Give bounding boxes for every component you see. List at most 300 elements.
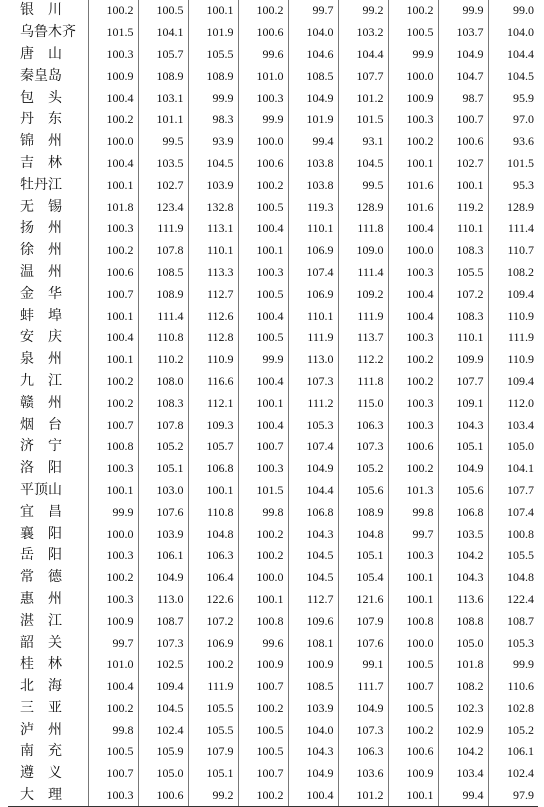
table-row (8, 44, 538, 66)
index-value-cell: 99.9 (388, 44, 438, 66)
index-value-cell: 99.9 (238, 109, 288, 131)
index-value-cell: 100.7 (388, 676, 438, 698)
index-value-cell: 103.9 (188, 174, 238, 196)
index-value-cell: 100.9 (388, 87, 438, 109)
index-value-cell: 106.9 (188, 632, 238, 654)
index-value-cell: 100.2 (238, 523, 288, 545)
table-row (8, 327, 538, 349)
index-value-cell: 100.9 (238, 654, 288, 676)
index-value-cell: 105.2 (488, 719, 538, 741)
index-value-cell: 100.1 (88, 174, 138, 196)
table-row (8, 240, 538, 262)
index-value-cell: 122.6 (188, 589, 238, 611)
city-name-cell: 惠 州 (20, 591, 62, 607)
index-value-cell: 109.2 (338, 283, 388, 305)
index-value-cell: 100.3 (388, 109, 438, 131)
index-value-cell: 100.4 (88, 676, 138, 698)
index-value-cell: 100.1 (88, 305, 138, 327)
index-value-cell: 100.6 (388, 436, 438, 458)
index-value-cell: 100.0 (388, 632, 438, 654)
index-value-cell: 100.3 (238, 262, 288, 284)
index-value-cell: 110.8 (188, 501, 238, 523)
index-value-cell: 100.7 (88, 763, 138, 785)
city-name-cell: 泸 州 (20, 722, 62, 738)
index-value-cell: 109.3 (188, 414, 238, 436)
index-value-cell: 101.2 (338, 87, 388, 109)
index-value-cell: 109.4 (138, 676, 188, 698)
index-value-cell: 93.1 (338, 131, 388, 153)
index-value-cell: 111.7 (338, 676, 388, 698)
index-value-cell: 104.2 (438, 741, 488, 763)
index-value-cell: 108.3 (438, 240, 488, 262)
index-value-cell: 100.2 (88, 0, 138, 22)
index-value-cell: 113.1 (188, 218, 238, 240)
index-value-cell: 100.5 (238, 741, 288, 763)
index-value-cell: 100.3 (88, 785, 138, 807)
index-value-cell: 104.1 (488, 458, 538, 480)
index-value-cell: 100.0 (88, 523, 138, 545)
index-value-cell: 104.4 (288, 480, 338, 502)
index-value-cell: 107.3 (338, 436, 388, 458)
index-value-cell: 100.4 (88, 153, 138, 175)
table-row (8, 0, 538, 22)
index-value-cell: 100.6 (238, 153, 288, 175)
index-value-cell: 104.0 (288, 22, 338, 44)
index-value-cell: 100.9 (288, 654, 338, 676)
table-row (8, 87, 538, 109)
index-value-cell: 100.5 (88, 741, 138, 763)
index-value-cell: 100.3 (238, 458, 288, 480)
index-value-cell: 93.6 (488, 131, 538, 153)
index-value-cell: 99.2 (338, 0, 388, 22)
index-value-cell: 108.5 (288, 676, 338, 698)
index-value-cell: 104.5 (288, 567, 338, 589)
table-row (8, 65, 538, 87)
index-value-cell: 121.6 (338, 589, 388, 611)
index-value-cell: 100.1 (88, 349, 138, 371)
index-value-cell: 101.5 (238, 480, 288, 502)
table-row (8, 763, 538, 785)
index-value-cell: 100.4 (238, 218, 288, 240)
index-value-cell: 104.4 (488, 44, 538, 66)
index-value-cell: 101.0 (88, 654, 138, 676)
index-value-cell: 100.2 (188, 654, 238, 676)
index-value-cell: 104.5 (188, 153, 238, 175)
index-value-cell: 106.9 (288, 283, 338, 305)
index-value-cell: 100.4 (238, 414, 288, 436)
index-value-cell: 99.7 (388, 523, 438, 545)
index-value-cell: 100.5 (388, 698, 438, 720)
index-value-cell: 100.1 (238, 240, 288, 262)
price-index-table (8, 0, 538, 807)
index-value-cell: 107.4 (288, 262, 338, 284)
index-value-cell: 105.9 (138, 741, 188, 763)
index-value-cell: 111.8 (338, 218, 388, 240)
table-body (8, 0, 538, 807)
index-value-cell: 101.3 (388, 480, 438, 502)
index-value-cell: 95.9 (488, 87, 538, 109)
index-value-cell: 100.2 (388, 0, 438, 22)
index-value-cell: 116.6 (188, 371, 238, 393)
table-row (8, 153, 538, 175)
index-value-cell: 108.2 (488, 262, 538, 284)
index-value-cell: 106.8 (188, 458, 238, 480)
index-value-cell: 104.3 (438, 414, 488, 436)
index-value-cell: 107.8 (138, 240, 188, 262)
index-value-cell: 113.6 (438, 589, 488, 611)
index-value-cell: 103.0 (138, 480, 188, 502)
index-value-cell: 104.5 (338, 153, 388, 175)
index-value-cell: 103.8 (288, 174, 338, 196)
index-value-cell: 104.1 (138, 22, 188, 44)
table-row (8, 698, 538, 720)
index-value-cell: 110.9 (188, 349, 238, 371)
index-value-cell: 100.5 (388, 22, 438, 44)
table-row (8, 414, 538, 436)
index-value-cell: 128.9 (338, 196, 388, 218)
index-value-cell: 111.2 (288, 392, 338, 414)
city-name-cell: 银 川 (20, 3, 62, 19)
index-value-cell: 100.6 (88, 262, 138, 284)
index-value-cell: 102.5 (138, 654, 188, 676)
index-value-cell: 106.1 (138, 545, 188, 567)
index-value-cell: 104.9 (438, 458, 488, 480)
index-value-cell: 111.9 (138, 218, 188, 240)
city-name-cell: 三 亚 (20, 700, 62, 716)
city-name-cell: 九 江 (20, 373, 62, 389)
index-value-cell: 110.1 (438, 327, 488, 349)
index-value-cell: 107.6 (138, 501, 188, 523)
index-value-cell: 109.4 (488, 371, 538, 393)
index-value-cell: 103.9 (138, 523, 188, 545)
index-value-cell: 100.7 (438, 109, 488, 131)
index-value-cell: 99.4 (288, 131, 338, 153)
index-value-cell: 110.1 (438, 218, 488, 240)
index-value-cell: 100.3 (88, 458, 138, 480)
index-value-cell: 119.3 (288, 196, 338, 218)
city-name-cell: 平顶山 (20, 482, 62, 498)
index-value-cell: 100.7 (238, 676, 288, 698)
table-row (8, 676, 538, 698)
table-row (8, 371, 538, 393)
table-row (8, 218, 538, 240)
index-value-cell: 109.6 (288, 610, 338, 632)
index-value-cell: 99.8 (88, 719, 138, 741)
table-row (8, 501, 538, 523)
index-value-cell: 102.7 (438, 153, 488, 175)
index-value-cell: 99.9 (488, 654, 538, 676)
index-value-cell: 108.7 (138, 610, 188, 632)
index-value-cell: 101.5 (338, 109, 388, 131)
index-value-cell: 100.6 (138, 785, 188, 807)
index-value-cell: 99.9 (88, 501, 138, 523)
index-value-cell: 112.6 (188, 305, 238, 327)
index-value-cell: 111.4 (338, 262, 388, 284)
city-name-cell: 韶 关 (20, 635, 62, 651)
index-value-cell: 100.4 (288, 785, 338, 807)
index-value-cell: 99.7 (88, 632, 138, 654)
index-value-cell: 100.4 (238, 305, 288, 327)
index-value-cell: 106.3 (338, 741, 388, 763)
index-value-cell: 103.4 (488, 414, 538, 436)
index-value-cell: 108.9 (138, 65, 188, 87)
index-value-cell: 108.9 (138, 283, 188, 305)
index-value-cell: 100.1 (88, 480, 138, 502)
index-value-cell: 108.2 (438, 676, 488, 698)
index-value-cell: 106.3 (188, 545, 238, 567)
index-value-cell: 105.0 (138, 763, 188, 785)
index-value-cell: 100.2 (238, 698, 288, 720)
index-value-cell: 107.3 (288, 371, 338, 393)
index-value-cell: 98.7 (438, 87, 488, 109)
table-row (8, 22, 538, 44)
index-value-cell: 99.9 (188, 87, 238, 109)
index-value-cell: 100.2 (88, 567, 138, 589)
index-value-cell: 108.3 (438, 305, 488, 327)
index-value-cell: 100.2 (88, 109, 138, 131)
index-value-cell: 100.1 (188, 480, 238, 502)
index-value-cell: 100.1 (388, 589, 438, 611)
index-value-cell: 107.7 (488, 480, 538, 502)
index-value-cell: 111.9 (488, 327, 538, 349)
index-value-cell: 106.1 (488, 741, 538, 763)
index-value-cell: 100.1 (238, 392, 288, 414)
city-name-cell: 北 海 (20, 679, 62, 695)
index-value-cell: 105.0 (488, 436, 538, 458)
table-row (8, 523, 538, 545)
index-value-cell: 100.3 (388, 392, 438, 414)
index-value-cell: 100.9 (388, 763, 438, 785)
index-value-cell: 107.6 (338, 632, 388, 654)
index-value-cell: 105.5 (188, 698, 238, 720)
index-value-cell: 106.9 (288, 240, 338, 262)
index-value-cell: 100.2 (88, 240, 138, 262)
index-value-cell: 110.1 (188, 240, 238, 262)
index-value-cell: 111.4 (488, 218, 538, 240)
index-value-cell: 99.9 (438, 0, 488, 22)
table-row (8, 392, 538, 414)
index-value-cell: 103.7 (438, 22, 488, 44)
city-name-cell: 襄 阳 (20, 526, 62, 542)
index-value-cell: 100.2 (388, 458, 438, 480)
index-value-cell: 100.2 (88, 392, 138, 414)
city-name-cell: 金 华 (20, 286, 62, 302)
index-value-cell: 113.0 (288, 349, 338, 371)
index-value-cell: 105.2 (138, 436, 188, 458)
table-row (8, 305, 538, 327)
index-value-cell: 104.3 (438, 567, 488, 589)
index-value-cell: 100.6 (238, 22, 288, 44)
index-value-cell: 110.9 (488, 349, 538, 371)
index-value-cell: 108.8 (438, 610, 488, 632)
index-value-cell: 107.7 (438, 371, 488, 393)
index-value-cell: 100.2 (238, 0, 288, 22)
index-value-cell: 100.5 (238, 719, 288, 741)
table-row (8, 567, 538, 589)
index-value-cell: 104.9 (338, 698, 388, 720)
index-value-cell: 100.0 (238, 131, 288, 153)
index-value-cell: 104.5 (288, 545, 338, 567)
index-value-cell: 101.5 (88, 22, 138, 44)
table-row (8, 349, 538, 371)
table-row (8, 610, 538, 632)
index-value-cell: 100.0 (388, 65, 438, 87)
index-value-cell: 104.8 (488, 567, 538, 589)
index-value-cell: 100.7 (238, 436, 288, 458)
index-value-cell: 108.9 (188, 65, 238, 87)
index-value-cell: 100.1 (388, 153, 438, 175)
index-value-cell: 100.2 (88, 698, 138, 720)
index-value-cell: 103.5 (438, 523, 488, 545)
index-value-cell: 101.8 (88, 196, 138, 218)
city-name-cell: 岳 阳 (20, 548, 62, 564)
index-value-cell: 100.5 (138, 0, 188, 22)
table-row (8, 719, 538, 741)
index-value-cell: 112.7 (188, 283, 238, 305)
index-value-cell: 99.2 (188, 785, 238, 807)
index-value-cell: 101.6 (388, 196, 438, 218)
index-value-cell: 104.5 (138, 698, 188, 720)
index-value-cell: 111.9 (188, 676, 238, 698)
index-value-cell: 101.9 (188, 22, 238, 44)
index-value-cell: 100.4 (388, 283, 438, 305)
index-value-cell: 99.6 (238, 44, 288, 66)
city-name-cell: 赣 州 (20, 395, 62, 411)
index-value-cell: 102.4 (138, 719, 188, 741)
index-value-cell: 128.9 (488, 196, 538, 218)
index-value-cell: 106.8 (438, 501, 488, 523)
index-value-cell: 106.4 (188, 567, 238, 589)
index-value-cell: 107.2 (438, 283, 488, 305)
index-value-cell: 110.9 (488, 305, 538, 327)
table-row (8, 654, 538, 676)
index-value-cell: 102.9 (438, 719, 488, 741)
index-value-cell: 112.1 (188, 392, 238, 414)
index-value-cell: 108.1 (288, 632, 338, 654)
city-name-cell: 牡丹江 (20, 177, 62, 193)
index-value-cell: 100.0 (88, 131, 138, 153)
index-value-cell: 99.5 (338, 174, 388, 196)
index-value-cell: 100.3 (238, 87, 288, 109)
index-value-cell: 104.9 (138, 567, 188, 589)
index-value-cell: 99.6 (238, 632, 288, 654)
index-value-cell: 105.3 (288, 414, 338, 436)
index-value-cell: 107.3 (138, 632, 188, 654)
city-name-cell: 大 理 (8, 785, 88, 807)
index-value-cell: 101.5 (488, 153, 538, 175)
index-value-cell: 100.4 (88, 327, 138, 349)
index-value-cell: 104.3 (288, 741, 338, 763)
index-value-cell: 100.2 (388, 349, 438, 371)
index-value-cell: 105.2 (338, 458, 388, 480)
table-row (8, 545, 538, 567)
index-value-cell: 108.9 (338, 501, 388, 523)
city-name-cell: 宜 昌 (20, 504, 62, 520)
index-value-cell: 104.3 (288, 523, 338, 545)
index-value-cell: 103.6 (338, 763, 388, 785)
index-value-cell: 107.8 (138, 414, 188, 436)
index-value-cell: 109.1 (438, 392, 488, 414)
index-value-cell: 100.2 (388, 719, 438, 741)
index-value-cell: 100.2 (238, 785, 288, 807)
index-value-cell: 100.5 (238, 283, 288, 305)
index-value-cell: 107.2 (188, 610, 238, 632)
index-value-cell: 112.2 (338, 349, 388, 371)
index-value-cell: 100.2 (388, 371, 438, 393)
table-row (8, 109, 538, 131)
index-value-cell: 104.2 (438, 545, 488, 567)
index-value-cell: 107.9 (188, 741, 238, 763)
index-value-cell: 100.8 (388, 610, 438, 632)
city-name-cell: 温 州 (20, 264, 62, 280)
table-row (8, 174, 538, 196)
city-name-cell: 秦皇岛 (20, 68, 62, 84)
index-value-cell: 100.6 (438, 131, 488, 153)
index-value-cell: 123.4 (138, 196, 188, 218)
index-value-cell: 110.1 (288, 218, 338, 240)
index-value-cell: 100.2 (238, 174, 288, 196)
city-name-cell: 吉 林 (20, 155, 62, 171)
index-value-cell: 99.7 (288, 0, 338, 22)
city-name-cell: 湛 江 (20, 613, 62, 629)
index-value-cell: 99.0 (488, 0, 538, 22)
index-value-cell: 103.5 (138, 153, 188, 175)
index-value-cell: 100.6 (388, 741, 438, 763)
index-value-cell: 110.8 (138, 327, 188, 349)
city-name-cell: 遵 义 (20, 766, 62, 782)
index-value-cell: 103.1 (138, 87, 188, 109)
index-value-cell: 100.0 (388, 240, 438, 262)
table-row (8, 436, 538, 458)
index-value-cell: 107.9 (338, 610, 388, 632)
index-value-cell: 101.8 (438, 654, 488, 676)
index-value-cell: 100.1 (388, 785, 438, 807)
index-value-cell: 100.1 (388, 567, 438, 589)
table-row (8, 196, 538, 218)
index-value-cell: 99.8 (238, 501, 288, 523)
index-value-cell: 100.8 (88, 436, 138, 458)
index-value-cell: 112.7 (288, 589, 338, 611)
index-value-cell: 100.3 (388, 327, 438, 349)
index-value-cell: 97.9 (488, 785, 538, 807)
index-value-cell: 100.3 (388, 262, 438, 284)
table-row (8, 458, 538, 480)
index-value-cell: 108.5 (288, 65, 338, 87)
index-value-cell: 100.4 (388, 305, 438, 327)
index-value-cell: 107.4 (488, 501, 538, 523)
index-value-cell: 101.9 (288, 109, 338, 131)
index-value-cell: 100.3 (88, 218, 138, 240)
index-value-cell: 107.3 (338, 719, 388, 741)
index-value-cell: 112.0 (488, 392, 538, 414)
index-value-cell: 108.3 (138, 392, 188, 414)
index-value-cell: 100.4 (88, 87, 138, 109)
index-value-cell: 107.4 (288, 436, 338, 458)
city-name-cell: 安 庆 (20, 330, 62, 346)
index-value-cell: 98.3 (188, 109, 238, 131)
table-row (8, 283, 538, 305)
index-value-cell: 104.9 (288, 87, 338, 109)
index-value-cell: 115.0 (338, 392, 388, 414)
index-value-cell: 113.0 (138, 589, 188, 611)
index-value-cell: 99.9 (238, 349, 288, 371)
index-value-cell: 103.2 (338, 22, 388, 44)
index-value-cell: 105.6 (338, 480, 388, 502)
city-name-cell: 包 头 (20, 90, 62, 106)
index-value-cell: 110.1 (288, 305, 338, 327)
city-name-cell: 锦 州 (20, 134, 62, 150)
index-value-cell: 102.4 (488, 763, 538, 785)
